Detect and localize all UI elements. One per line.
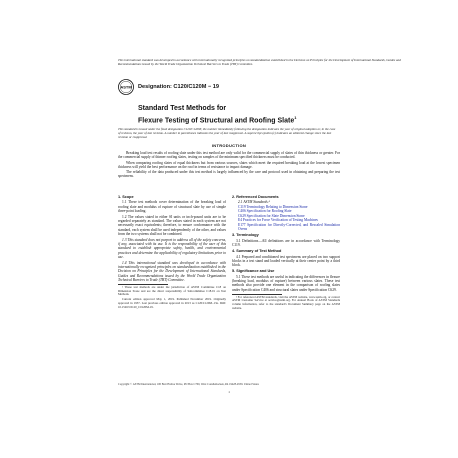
title-line-2 bbox=[138, 114, 296, 126]
intro-paragraph: The reliability of the data produced under this test method is largely influenced by the care and protocol used in obtaining and preparing the test specimens. bbox=[118, 170, 340, 179]
title-line-2-text: Flexure Testing of Structural and Roofing Slate bbox=[138, 116, 295, 124]
scope-heading: 1. Scope bbox=[118, 195, 134, 199]
terminology-heading: 3. Terminology bbox=[232, 233, 259, 238]
refs-intro: 2.1 ASTM Standards:² bbox=[238, 200, 270, 205]
reference-list bbox=[232, 200, 340, 231]
summary-heading: 4. Summary of Test Method bbox=[232, 249, 282, 254]
footnote: ² For referenced ASTM standards, visit the ASTM website, www.astm.org, or contact ASTM Customer Service at service@astm.org. For Annual Book of ASTM Standards volume information, refer to the standard's Document Summary page on the ASTM website. bbox=[232, 294, 340, 310]
title-line-1: Standard Test Methods for bbox=[138, 105, 227, 112]
intro-paragraph: Breaking load test results of roofing slate under this test method are only valid for the commercial supply of slates of thin thickness or greater. For the commercial supply of thinner roofing slates, testing on samples of the minimum specified thickness must be conducted. bbox=[118, 151, 340, 160]
page-number: 1 bbox=[228, 390, 230, 394]
scope-paragraph: 1.2 The values stated in either SI units or inch-pound units are to be regarded separately as standard. The values stated in each system are not necessarily exact equivalents; therefore, to ensure conformance with the standard, each system shall be used independently of the other, and values from the two systems shall not be combined. bbox=[118, 214, 226, 236]
header-notice: This international standard was developed in accordance with internationally recognized principles on standardization established in the Decision on Principles for the Development of International Standards, Guides and Recommendations issued by the World Trade Organization Technical Barriers to Trade (TBT) Committee. bbox=[118, 58, 401, 66]
scope-paragraph: 1.1 These test methods cover determination of the breaking load of roofing slate and modulus of rupture of structural slate by use of simple three-point loading. bbox=[118, 200, 226, 213]
copyright-notice: Copyright © ASTM International, 100 Barr Harbor Drive, PO Box C700, West Conshohocken, PA 19428-2959. United States bbox=[118, 383, 259, 386]
reference-link-e4[interactable]: E4 Practices for Force Verification of Testing Machines bbox=[238, 218, 318, 223]
reference-link-c629[interactable]: C629 Specification for Slate Dimension Stone bbox=[238, 213, 305, 218]
page-title bbox=[138, 105, 296, 126]
refs-heading: 2. Referenced Documents bbox=[232, 195, 279, 199]
significance-paragraph: 5.1 These test methods are useful in indicating the differences in flexure (breaking load, modulus of rupture) between various slates. These test methods also provide one element in the comparison of roofing slates under Specification C406 and structural slates under Specification C629. bbox=[232, 274, 340, 292]
logo-text: ASTM bbox=[120, 84, 132, 90]
footnote: ¹ These test methods are under the jurisdiction of ASTM Committee C18 on Dimension Stone and are the direct responsibility of Subcommittee C18.01 on Test Methods. bbox=[118, 285, 226, 297]
significance-heading: 5. Significance and Use bbox=[232, 269, 275, 274]
summary-paragraph: 4.1 Prepared and conditioned test specimens are placed on two support blocks in a test stand and loaded vertically at their center point by a third block. bbox=[232, 254, 340, 268]
reference-link-c406[interactable]: C406 Specification for Roofing Slate bbox=[238, 209, 292, 214]
reference-link-e177[interactable]: E177 Specification for Directly-Corrected, and Rescaled Simulation Ovens bbox=[238, 222, 340, 232]
introduction-heading: INTRODUCTION bbox=[211, 143, 247, 148]
footnote: Current edition approved May 1, 2019. Published November 2019. Originally approved in 1937. Last previous edition approved in 2013 as C120/C120M–13a. DOI: 10.1520/C0120_C0120M-19. bbox=[118, 297, 226, 309]
reference-link-c119[interactable]: C119 Terminology Relating to Dimension Stone bbox=[238, 204, 308, 209]
terminology-paragraph: 3.1 Definitions—All definitions are in accordance with Terminology C119. bbox=[232, 238, 340, 247]
intro-paragraph: When comparing roofing slates of equal thickness but from various sources, slates which meet the required breaking load at the lowest specimen thickness will yield the best performance on the roof in terms of resistance to impact damage. bbox=[118, 160, 340, 169]
right-column bbox=[232, 193, 340, 312]
wto-paragraph: 1.4 This international standard was developed in accordance with internationally recognized principles on standardization established in the Decision on Principles for the Development of International Standards, Guides and Recommendations issued by the World Trade Organization Technical Barriers to Trade (TBT) Committee. bbox=[118, 260, 226, 282]
title-footnote-mark: 1 bbox=[294, 114, 297, 120]
astm-logo-icon bbox=[118, 79, 134, 95]
designation: Designation: C120/C120M − 19 bbox=[138, 84, 219, 90]
introduction bbox=[118, 151, 340, 180]
safety-paragraph: 1.3 This standard does not purport to address all of the safety concerns, if any, associated with its use. It is the responsibility of the user of this standard to establish appropriate safety, health, and environmental practices and determine the applicability of regulatory limitations prior to use. bbox=[118, 237, 226, 259]
standard-note: This standard is issued under the fixed designation C120/C120M; the number immediately following the designation indicates the year of original adoption or, in the case of revision, the year of last revision. A number in parentheses indicates the year of last reapproval. A superscript epsilon (ε) indicates an editorial change since the last revision or reapproval. bbox=[118, 127, 336, 139]
left-column bbox=[118, 193, 226, 311]
